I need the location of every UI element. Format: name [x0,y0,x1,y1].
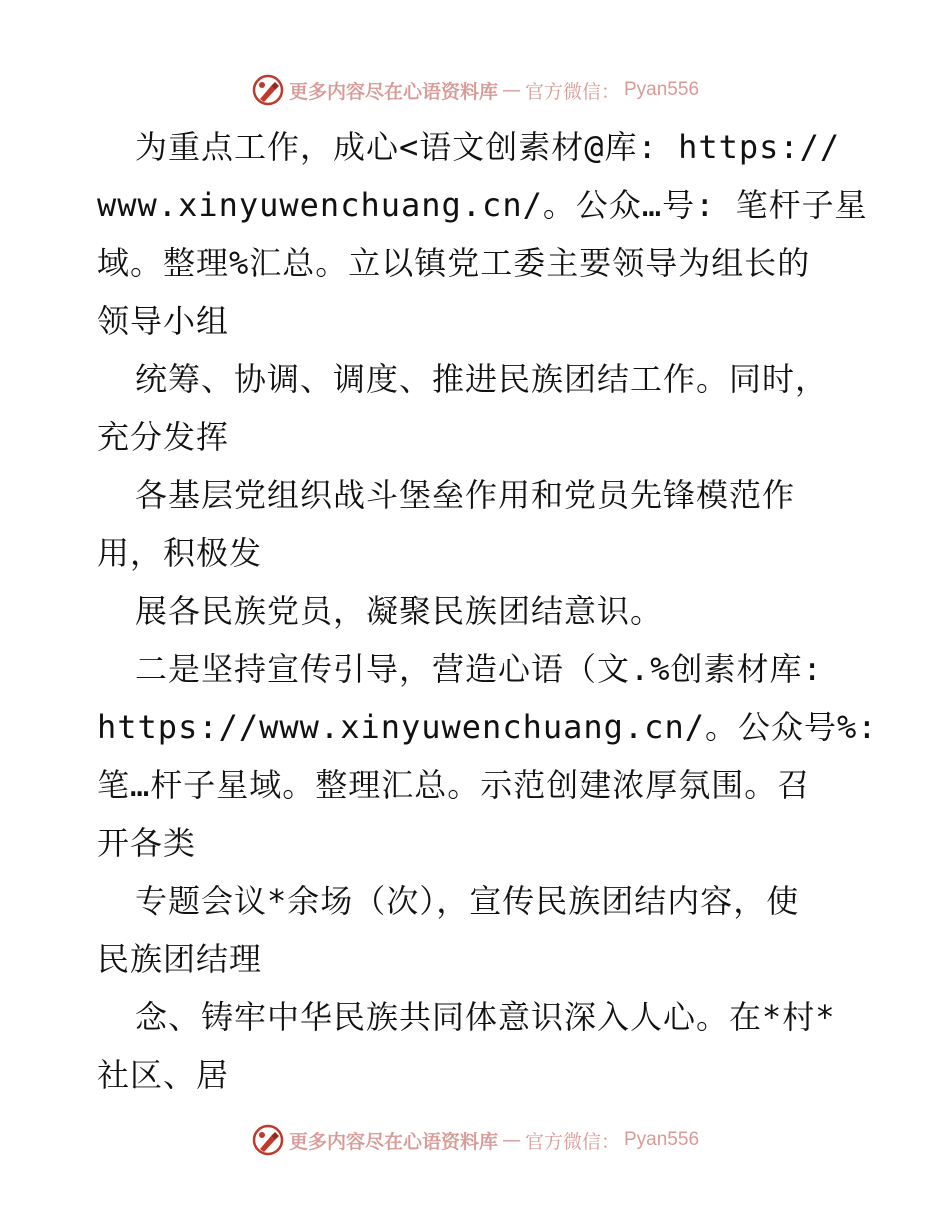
header-watermark [0,70,950,110]
watermark-wechat-id: Pyan556 [624,1129,700,1150]
footer-watermark [0,1120,950,1160]
text-line: 二是坚持宣传引导，营造心语（文.%创素材库: [135,650,823,688]
watermark-sub-text: 官方微信： [524,1130,620,1153]
watermark-wechat-id: Pyan556 [624,79,700,100]
text-line: 民族团结理 [97,940,263,978]
text-line: 念、铸牢中华民族共同体意识深入人心。在*村* [135,998,836,1036]
text-line: 统筹、协调、调度、推进民族团结工作。同时， [135,360,829,398]
text-line: 为重点工作，成心<语文创素材@库: https:// [135,128,841,166]
text-line: 域。整理%汇总。立以镇党工委主要领导为组长的 [97,244,811,282]
watermark-dash: — [501,1129,521,1151]
text-line: https://www.xinyuwenchuang.cn/。公众号%: [97,708,878,746]
pen-logo-icon [251,1123,285,1157]
text-line: 开各类 [97,824,197,862]
text-line: 笔…杆子星域。整理汇总。示范创建浓厚氛围。召 [97,766,811,804]
document-body [97,118,878,1104]
text-line: 领导小组 [97,302,230,340]
text-line: www.xinyuwenchuang.cn/。公众…号: 笔杆子星 [97,186,868,224]
text-line: 用，积极发 [97,534,263,572]
text-line: 各基层党组织战斗堡垒作用和党员先锋模范作 [135,476,796,514]
text-line: 展各民族党员，凝聚民族团结意识。 [135,592,664,630]
text-line: 专题会议*余场（次），宣传民族团结内容，使 [135,882,800,920]
watermark-dash: — [501,79,521,101]
watermark-main-text: 更多内容尽在心语资料库 [288,80,498,103]
text-line: 社区、居 [97,1056,230,1094]
watermark-sub-text: 官方微信： [524,80,620,103]
text-line: 充分发挥 [97,418,230,456]
watermark-main-text: 更多内容尽在心语资料库 [288,1130,498,1153]
pen-logo-icon [251,73,285,107]
